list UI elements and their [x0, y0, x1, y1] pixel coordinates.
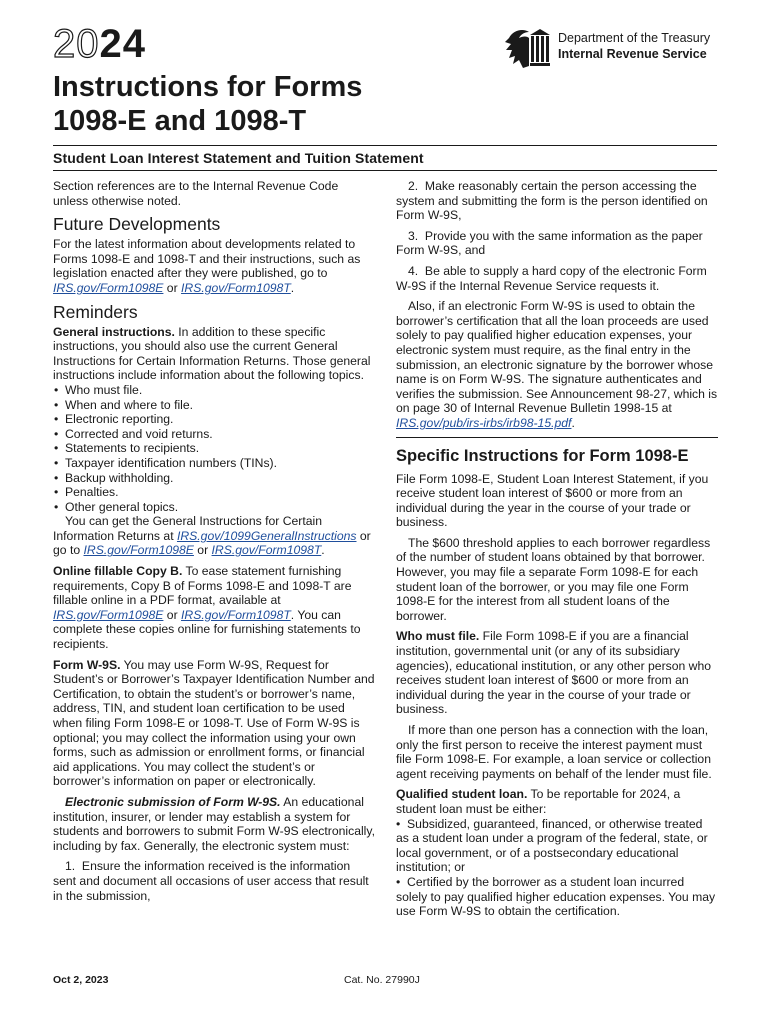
general-instructions-link[interactable]: IRS.gov/1099GeneralInstructions [176, 528, 357, 543]
w9s-paragraph [53, 658, 375, 789]
page-subtitle: Student Loan Interest Statement and Tuition Statement [53, 150, 424, 166]
fillable-paragraph [53, 564, 375, 652]
who-label: Who must file. [396, 629, 480, 644]
list-item: • Other general topics. [53, 500, 375, 515]
title-line-1: Instructions for Forms [53, 71, 363, 103]
also-end: . [571, 415, 575, 430]
fillable-end: . You can complete these copies online for furnishing statements to recipients. [53, 607, 361, 652]
intro-text: Section references are to the Internal Revenue Code unless otherwise noted. [53, 179, 339, 208]
future-end: . [290, 280, 295, 295]
future-heading: Future Developments [53, 214, 221, 235]
form1098t-link[interactable]: IRS.gov/Form1098T [181, 280, 291, 295]
form1098e-link[interactable]: IRS.gov/Form1098E [53, 607, 164, 622]
list-item: • Backup withholding. [53, 471, 375, 486]
footer-date: Oct 2, 2023 [53, 974, 109, 986]
w9s-text: You may use Form W-9S, Request for Student’s or Borrower’s Taxpayer Identification Number and Certification, to obtain the student’s or borrower’s name, address, TIN, and student loan certification to be used when filing Form 1098-E or 1098-T. Use of Form W-9S is optional; you may collect the information using your own forms, such as admission or enrollment forms, or financial aid applications. You may collect the student’s or borrower’s information on paper or electronically. [53, 657, 375, 789]
page-title [53, 70, 362, 138]
form-year [53, 24, 146, 64]
topics-list [53, 383, 375, 514]
left-column [53, 179, 375, 909]
getgen-text: You can get the General Instructions for Certain Information Returns at [53, 514, 322, 543]
list-item: • Taxpayer identification numbers (TINs). [53, 456, 375, 471]
fillable-label: Online fillable Copy B. [53, 564, 183, 579]
specific-heading: Specific Instructions for Form 1098-E [396, 446, 689, 465]
specific-section [396, 437, 718, 919]
list-item: • Who must file. [53, 383, 375, 398]
general-text: In addition to these specific instructions, you should also use the current General Instructions for Certain Information Returns. Those general instructions include information about the following topics. [53, 324, 371, 383]
list-item: • When and where to file. [53, 398, 375, 413]
form1098e-link[interactable]: IRS.gov/Form1098E [53, 280, 164, 295]
form1098e-link[interactable]: IRS.gov/Form1098E [83, 543, 194, 558]
qsl-text: To be reportable for 2024, a student loan must be either: [396, 787, 681, 816]
department-name: Department of the Treasury [558, 31, 711, 45]
qualified-loan-list [396, 817, 718, 919]
agency-block [503, 26, 718, 70]
list-item: • Electronic reporting. [53, 412, 375, 427]
list-item: • Penalties. [53, 485, 375, 500]
qualified-loan-paragraph [396, 787, 718, 816]
irs-eagle-icon [503, 26, 553, 70]
title-line-2: 1098-E and 1098-T [53, 105, 307, 137]
fillable-text: To ease statement furnishing requirements, Copy B of Forms 1098-E and 1098-T are fillable online in a PDF format, available at [53, 564, 352, 608]
irb-link[interactable]: IRS.gov/pub/irs-irbs/irb98-15.pdf [396, 415, 572, 430]
agency-name: Internal Revenue Service [558, 47, 707, 61]
threshold-text: The $600 threshold applies to each borrower regardless of the number of student loans obtained by that borrower. However, you may file a separate Form 1098-E for each student loan of the borrower, or you may file one Form 1098-E for the interest from all student loans of the borrower. [396, 535, 711, 623]
future-or: or [163, 280, 182, 295]
get-general-paragraph [53, 514, 375, 558]
right-column [396, 179, 718, 919]
specific-text: File Form 1098-E, Student Loan Interest Statement, if you receive student loan interest of $600 or more from an individual during the year in the course of your trade or business. [396, 471, 709, 530]
list-item: • Statements to recipients. [53, 441, 375, 456]
who-text: File Form 1098-E if you are a financial institution, governmental unit (or any of its subsidiary agencies), educational institution, or any other person who receives student loan interest of $600 or more from an individual during the year in the course of your trade or business. [396, 629, 712, 717]
form1098t-link[interactable]: IRS.gov/Form1098T [181, 607, 291, 622]
numbered-item-1: 1. Ensure the information received is the information sent and document all occasions of user access that result in the submission, [53, 859, 369, 903]
general-instructions-paragraph [53, 325, 375, 383]
more-than-one-text: If more than one person has a connection with the loan, only the first person to receive the interest payment must file Form 1098-E. For example, a loan service or collection agent receiving payments on behalf of the lender must file. [396, 723, 712, 781]
getgen-or: or [193, 543, 212, 558]
numbered-item-2: 2. Make reasonably certain the person accessing the system and submitting the form is the person identified on Form W-9S, [396, 179, 708, 223]
year-outline: 20 [53, 22, 100, 66]
also-text: Also, if an electronic Form W-9S is used to obtain the borrower’s certification that all the loan proceeds are used solely to pay qualified higher education expenses, your electronic system must require, as the final entry in the submission, an electronic signature by the borrower whose name is on Form W-9S. The signature authenticates and verifies the submission. See Announcement 98-27, which is on page 30 of Internal Revenue Bulletin 1998-15 at [396, 299, 718, 416]
list-item: • Subsidized, guaranteed, financed, or otherwise treated as a student loan under a program of the federal, state, or local government, or of a postsecondary educational institution; or [396, 816, 708, 875]
future-text: For the latest information about developments related to Forms 1098-E and 1098-T and their instructions, such as legislation enacted after they were published, go to [53, 237, 361, 281]
future-paragraph [53, 237, 375, 295]
divider [53, 170, 717, 171]
fillable-or: or [163, 607, 182, 622]
who-must-file-paragraph [396, 629, 718, 717]
reminders-heading: Reminders [53, 301, 138, 322]
getgen-mid: or go to [53, 528, 371, 558]
w9s-label: Form W-9S. [53, 657, 121, 672]
catalog-number: Cat. No. 27990J [344, 974, 420, 986]
year-solid: 24 [99, 22, 146, 66]
qsl-label: Qualified student loan. [396, 787, 528, 802]
list-item: • Certified by the borrower as a student loan incurred solely to pay qualified higher education expenses. You may use Form W-9S to obtain the certification. [396, 874, 716, 919]
also-paragraph [396, 299, 718, 430]
form1098t-link[interactable]: IRS.gov/Form1098T [211, 543, 322, 558]
numbered-item-3: 3. Provide you with the same information as the paper Form W-9S, and [396, 228, 703, 258]
electronic-submission-label: Electronic submission of Form W-9S. [65, 794, 281, 809]
electronic-submission-paragraph [53, 795, 375, 853]
electronic-submission-text: An educational institution, insurer, or lender may establish a system for students and borrowers to submit Form W-9S electronically, including by fax. Generally, the electronic system must: [53, 794, 375, 853]
divider [53, 145, 717, 146]
getgen-end: . [321, 543, 325, 558]
general-label: General instructions. [53, 324, 175, 339]
numbered-item-4: 4. Be able to supply a hard copy of the electronic Form W-9S if the Internal Revenue Service requests it. [396, 263, 707, 293]
list-item: • Corrected and void returns. [53, 427, 375, 442]
